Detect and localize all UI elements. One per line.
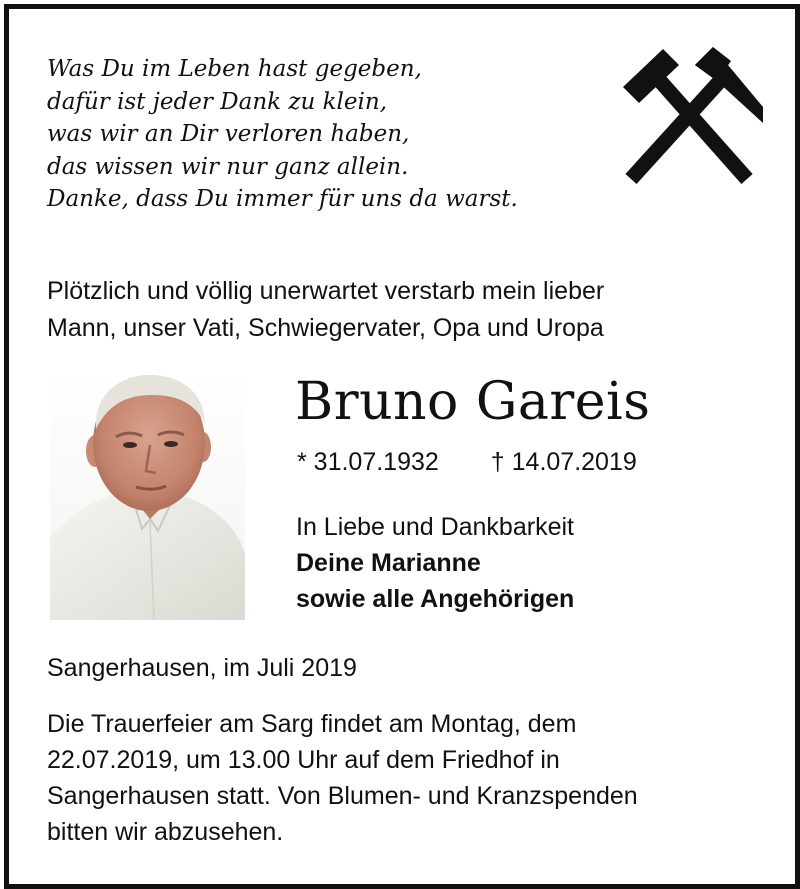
intro-line: Mann, unser Vati, Schwiegervater, Opa und Uropa — [47, 314, 604, 342]
poem-line: was wir an Dir verloren haben, — [47, 121, 410, 147]
service-line: Sangerhausen statt. Von Blumen- und Kranzspenden — [47, 782, 638, 810]
poem-line: Was Du im Leben hast gegeben, — [47, 56, 422, 82]
deceased-name: Bruno Gareis — [295, 372, 651, 432]
obituary-notice — [4, 4, 800, 889]
intro-line: Plötzlich und völlig unerwartet verstarb mein lieber — [47, 277, 605, 305]
poem-line: Danke, dass Du immer für uns da warst. — [47, 186, 518, 212]
death-date: † 14.07.2019 — [490, 448, 637, 476]
service-line: bitten wir abzusehen. — [47, 818, 284, 846]
memorial-poem — [47, 53, 518, 216]
poem-line: das wissen wir nur ganz allein. — [47, 153, 409, 180]
signoff-line: In Liebe und Dankbarkeit — [296, 513, 574, 541]
portrait-photo — [50, 369, 245, 620]
place-date: Sangerhausen, im Juli 2019 — [47, 654, 357, 682]
service-line: Die Trauerfeier am Sarg findet am Montag, dem — [47, 710, 577, 738]
intro-text — [47, 273, 767, 347]
service-line: 22.07.2019, um 13.00 Uhr auf dem Friedhof in — [47, 746, 560, 774]
funeral-service-info — [47, 706, 777, 850]
signoff-spouse: Deine Marianne — [296, 549, 481, 577]
family-signoff — [296, 509, 574, 617]
birth-date: * 31.07.1932 — [297, 448, 439, 476]
hammer-and-pick-icon — [613, 43, 765, 187]
signoff-relatives: sowie alle Angehörigen — [296, 585, 575, 613]
life-dates — [297, 445, 637, 479]
poem-line: dafür ist jeder Dank zu klein, — [47, 88, 388, 115]
